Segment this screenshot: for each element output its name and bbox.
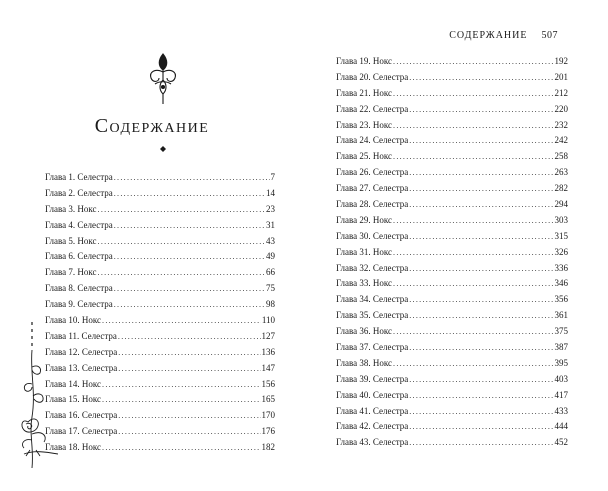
dot-leader (114, 218, 265, 234)
toc-entry (45, 329, 275, 345)
toc-entry-page: 336 (554, 262, 568, 273)
toc-entry-page: 294 (554, 199, 568, 210)
toc-entry (336, 197, 568, 213)
dot-leader (114, 249, 265, 265)
toc-entry-page: 165 (261, 394, 275, 405)
toc-entry (336, 292, 568, 308)
dot-leader (114, 186, 265, 202)
toc-entry (336, 261, 568, 277)
diamond-icon (160, 146, 166, 152)
toc-entry-page: 147 (261, 362, 275, 373)
toc-entry-title: Глава 4. Селестра (45, 219, 113, 230)
toc-entry-page: 7 (270, 172, 275, 182)
toc-entry (336, 404, 568, 420)
toc-entry-page: 403 (554, 373, 568, 384)
toc-entry-title: Глава 27. Селестра (336, 183, 409, 194)
toc-entry (45, 408, 275, 424)
toc-entry-title: Глава 20. Селестра (336, 71, 409, 82)
toc-entry-title: Глава 40. Селестра (336, 389, 409, 400)
toc-entry-page: 136 (261, 346, 275, 357)
toc-entry (45, 234, 275, 250)
toc-entry-page: 417 (554, 389, 568, 400)
toc-entry-page: 387 (554, 342, 568, 353)
toc-entry-page: 201 (554, 71, 568, 82)
toc-entry (45, 186, 275, 202)
dot-leader (409, 133, 553, 149)
toc-entry-page: 232 (554, 119, 568, 130)
dot-leader (409, 388, 553, 404)
toc-entry-title: Глава 43. Селестра (336, 437, 409, 448)
rose-vine-ornament-icon (18, 322, 58, 468)
toc-entry-page: 444 (554, 421, 568, 432)
running-head-title: СОДЕРЖАНИЕ (449, 30, 528, 41)
dot-leader (393, 86, 553, 102)
toc-entry-page: 242 (554, 135, 568, 146)
toc-entry-page: 66 (266, 267, 275, 278)
toc-entry (45, 297, 275, 313)
toc-entry-title: Глава 11. Селестра (45, 330, 117, 341)
running-head (449, 30, 558, 41)
toc-entry (45, 249, 275, 265)
toc-entry-page: 282 (554, 183, 568, 194)
right-page (304, 0, 608, 491)
toc-entry-title: Глава 21. Нокс (336, 87, 393, 98)
toc-entry-page: 375 (554, 326, 568, 337)
toc-entry-title: Глава 9. Селестра (45, 299, 113, 310)
toc-entry-title: Глава 41. Селестра (336, 405, 409, 416)
dot-leader (102, 392, 260, 408)
toc-entry-title: Глава 39. Селестра (336, 373, 409, 384)
toc-entry (336, 102, 568, 118)
toc-entry (336, 419, 568, 435)
toc-entry-title: Глава 31. Нокс (336, 246, 393, 257)
dot-leader (409, 197, 553, 213)
dot-leader (409, 102, 553, 118)
toc-entry (336, 435, 568, 451)
dot-leader (98, 265, 265, 281)
toc-entry (45, 218, 275, 234)
toc-entry-title: Глава 14. Нокс (45, 378, 102, 389)
toc-entry-page: 452 (554, 437, 568, 448)
dot-leader (409, 419, 553, 435)
toc-entry (336, 165, 568, 181)
toc-entry-title: Глава 36. Нокс (336, 326, 393, 337)
toc-list-right (336, 54, 568, 451)
toc-entry-title: Глава 24. Селестра (336, 135, 409, 146)
dot-leader (393, 356, 553, 372)
toc-entry (45, 265, 275, 281)
toc-entry (336, 149, 568, 165)
dot-leader (409, 340, 553, 356)
toc-entry-page: 263 (554, 167, 568, 178)
toc-entry (45, 170, 275, 186)
dot-leader (393, 54, 553, 70)
toc-entry-page: 43 (266, 235, 275, 246)
toc-entry-page: 170 (261, 410, 275, 421)
toc-entry (336, 118, 568, 134)
dot-leader (409, 308, 553, 324)
toc-entry (45, 392, 275, 408)
toc-entry-title: Глава 13. Селестра (45, 362, 118, 373)
toc-entry-page: 326 (554, 246, 568, 257)
toc-entry (45, 345, 275, 361)
toc-entry-title: Глава 10. Нокс (45, 315, 102, 326)
dot-leader (409, 70, 553, 86)
toc-entry-page: 361 (554, 310, 568, 321)
toc-entry-page: 346 (554, 278, 568, 289)
dot-leader (409, 435, 553, 451)
toc-entry-title: Глава 42. Селестра (336, 421, 409, 432)
toc-entry (336, 388, 568, 404)
toc-entry (45, 202, 275, 218)
dot-leader (409, 292, 553, 308)
toc-entry (45, 440, 275, 456)
toc-entry-page: 303 (554, 214, 568, 225)
dot-leader (409, 372, 553, 388)
toc-entry-title: Глава 34. Селестра (336, 294, 409, 305)
toc-entry (336, 245, 568, 261)
dot-leader (102, 377, 260, 393)
toc-entry-page: 110 (261, 315, 275, 326)
toc-entry-title: Глава 3. Нокс (45, 203, 97, 214)
toc-entry-page: 395 (554, 357, 568, 368)
toc-list-left (45, 170, 275, 456)
toc-entry-page: 75 (266, 283, 275, 294)
dot-leader (409, 165, 553, 181)
toc-entry-title: Глава 30. Селестра (336, 230, 409, 241)
toc-entry (45, 377, 275, 393)
fleur-ornament-icon (145, 50, 181, 106)
toc-entry-title: Глава 38. Нокс (336, 357, 393, 368)
toc-entry-title: Глава 6. Селестра (45, 251, 113, 262)
toc-entry-page: 98 (266, 299, 275, 310)
toc-entry-title: Глава 5. Нокс (45, 235, 97, 246)
toc-entry-title: Глава 12. Селестра (45, 346, 118, 357)
dot-leader (409, 404, 553, 420)
dot-leader (118, 329, 261, 345)
toc-entry-page: 220 (554, 103, 568, 114)
toc-entry-title: Глава 35. Селестра (336, 310, 409, 321)
toc-entry (336, 372, 568, 388)
dot-leader (393, 213, 553, 229)
toc-entry-page: 192 (554, 56, 568, 66)
toc-entry-page: 258 (554, 151, 568, 162)
toc-entry-title: Глава 25. Нокс (336, 151, 393, 162)
dot-leader (409, 229, 553, 245)
dot-leader (102, 440, 260, 456)
dot-leader (118, 424, 260, 440)
toc-entry-page: 14 (266, 187, 275, 198)
toc-entry-page: 31 (266, 219, 275, 230)
dot-leader (409, 261, 553, 277)
dot-leader (114, 170, 270, 186)
toc-entry-page: 356 (554, 294, 568, 305)
dot-leader (393, 324, 553, 340)
dot-leader (102, 313, 261, 329)
toc-entry (336, 54, 568, 70)
toc-entry (336, 181, 568, 197)
toc-entry-title: Глава 7. Нокс (45, 267, 97, 278)
toc-entry-title: Глава 33. Нокс (336, 278, 393, 289)
toc-entry-title: Глава 17. Селестра (45, 426, 118, 437)
dot-leader (118, 408, 260, 424)
dot-leader (98, 202, 265, 218)
toc-entry (45, 281, 275, 297)
toc-entry-title: Глава 32. Селестра (336, 262, 409, 273)
toc-entry (336, 70, 568, 86)
toc-entry-page: 49 (266, 251, 275, 262)
toc-entry-title: Глава 2. Селестра (45, 187, 113, 198)
toc-entry (336, 356, 568, 372)
dot-leader (393, 276, 553, 292)
toc-entry-title: Глава 29. Нокс (336, 214, 393, 225)
toc-entry-title: Глава 26. Селестра (336, 167, 409, 178)
toc-entry-title: Глава 1. Селестра (45, 172, 113, 182)
toc-entry-title: Глава 37. Селестра (336, 342, 409, 353)
toc-entry (45, 361, 275, 377)
toc-entry-title: Глава 19. Нокс (336, 56, 393, 66)
toc-entry (336, 340, 568, 356)
toc-entry-page: 212 (554, 87, 568, 98)
dot-leader (118, 361, 260, 377)
toc-entry (336, 86, 568, 102)
toc-entry-page: 315 (554, 230, 568, 241)
toc-entry-page: 23 (266, 203, 275, 214)
page-number: 507 (541, 30, 558, 41)
toc-entry-page: 127 (261, 330, 275, 341)
toc-entry-page: 433 (554, 405, 568, 416)
toc-entry (45, 424, 275, 440)
dot-leader (98, 234, 265, 250)
toc-entry-page: 182 (261, 442, 275, 453)
toc-entry (336, 308, 568, 324)
toc-heading: Содержание (94, 115, 210, 137)
dot-leader (114, 281, 265, 297)
toc-entry-page: 176 (261, 426, 275, 437)
dot-leader (393, 245, 553, 261)
dot-leader (393, 149, 553, 165)
dot-leader (409, 181, 553, 197)
toc-entry (336, 324, 568, 340)
toc-entry (336, 229, 568, 245)
toc-entry (336, 133, 568, 149)
dot-leader (393, 118, 553, 134)
toc-entry-title: Глава 28. Селестра (336, 199, 409, 210)
toc-entry-title: Глава 16. Селестра (45, 410, 118, 421)
toc-entry-title: Глава 15. Нокс (45, 394, 102, 405)
toc-entry (336, 276, 568, 292)
toc-entry-page: 156 (261, 378, 275, 389)
toc-entry-title: Глава 22. Селестра (336, 103, 409, 114)
toc-entry (336, 213, 568, 229)
toc-entry (45, 313, 275, 329)
dot-leader (118, 345, 260, 361)
toc-entry-title: Глава 23. Нокс (336, 119, 393, 130)
dot-leader (114, 297, 265, 313)
toc-entry-title: Глава 8. Селестра (45, 283, 113, 294)
toc-entry-title: Глава 18. Нокс (45, 442, 102, 453)
